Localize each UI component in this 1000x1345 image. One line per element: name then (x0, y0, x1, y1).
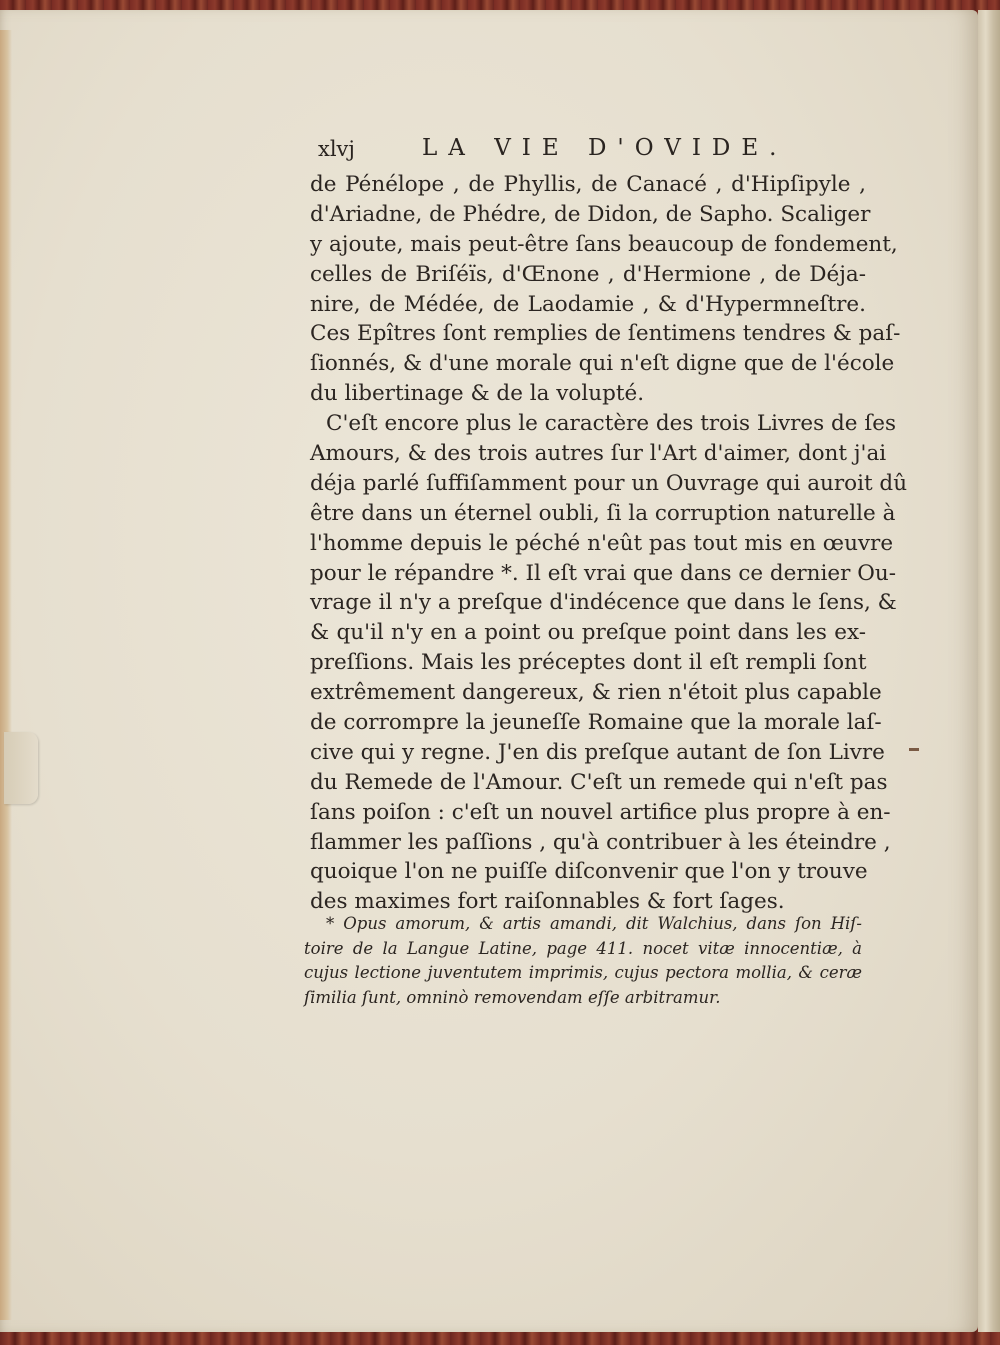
footnote-line: cujus lectione juventutem imprimis, cujus pectora mollia, & ceræ (304, 963, 862, 982)
body-text (310, 170, 908, 917)
footnote-line: * Opus amorum, & artis amandi, dit Walchius, dans ſon Hiſ- (326, 914, 862, 933)
text-line: vrage il n'y a preſque d'indécence que dans le ſens, & (310, 590, 897, 616)
text-line: être dans un éternel oubli, ſi la corruption naturelle à (310, 500, 896, 526)
text-line: du Remede de l'Amour. C'eſt un remede qui n'eſt pas (310, 769, 888, 795)
text-line: celles de Briſéïs, d'Œnone , d'Hermione , de Déja- (310, 261, 866, 287)
text-line: & qu'il n'y en a point ou preſque point dans les ex- (310, 620, 866, 646)
text-line: ſionnés, & d'une morale qui n'eſt digne que de l'école (310, 351, 895, 377)
running-head (318, 135, 788, 169)
page-tab (4, 732, 38, 804)
page-title: LA VIE D'OVIDE. (422, 135, 788, 161)
footnote (304, 912, 862, 1010)
text-line: l'homme depuis le péché n'eût pas tout mis en œuvre (310, 530, 894, 556)
text-line: du libertinage & de la volupté. (310, 381, 645, 407)
text-line: ſans poiſon : c'eſt un nouvel artifice plus propre à en- (310, 799, 891, 825)
text-line: quoique l'on ne puiſſe diſconvenir que l'on y trouve (310, 859, 868, 885)
page-fore-edge (978, 10, 1000, 1332)
text-line: flammer les paſſions , qu'à contribuer à les éteindre , (310, 829, 891, 855)
text-line: nire, de Médée, de Laodamie , & d'Hypermneſtre. (310, 291, 866, 317)
text-line: Amours, & des trois autres ſur l'Art d'aimer, dont j'ai (310, 441, 887, 467)
text-line: pour le répandre *. Il eſt vrai que dans ce dernier Ou- (310, 560, 896, 586)
text-line: C'eſt encore plus le caractère des trois Livres de ſes (326, 411, 897, 437)
text-line: des maximes fort raiſonnables & fort ſages. (310, 889, 785, 915)
footnote-line: toire de la Langue Latine, page 411. nocet vitæ innocentiæ, à (304, 938, 862, 958)
text-line: Ces Epîtres ſont remplies de ſentimens tendres & paſ- (310, 321, 901, 347)
text-line: déja parlé ſuffiſamment pour un Ouvrage qui auroit dû (310, 470, 908, 496)
page-gutter (0, 30, 12, 1320)
text-line: de corrompre la jeuneſſe Romaine que la morale laſ- (310, 710, 882, 736)
margin-mark (909, 748, 919, 751)
text-line: de Pénélope , de Phyllis, de Canacé , d'Hipſipyle , (310, 172, 866, 197)
text-line: preſſions. Mais les préceptes dont il eſt rempli ſont (310, 650, 867, 676)
text-line: d'Ariadne, de Phédre, de Didon, de Sapho. Scaliger (310, 201, 871, 227)
text-line: cive qui y regne. J'en dis preſque autant de ſon Livre (310, 739, 885, 765)
text-line: extrêmement dangereux, & rien n'étoit plus capable (310, 680, 882, 706)
page-number: xlvj (318, 137, 355, 161)
text-line: y ajoute, mais peut-être ſans beaucoup de fondement, (310, 231, 898, 257)
footnote-line: ſimilia ſunt, omninò removendam eſſe arbitramur. (304, 987, 721, 1007)
